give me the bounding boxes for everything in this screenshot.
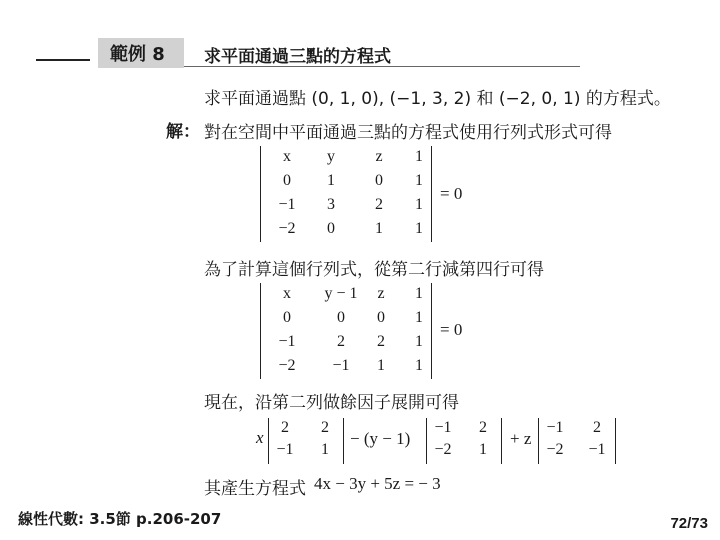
step3-text: 現在，沿第二列做餘因子展開可得 (204, 393, 459, 413)
det1-cell: 2 (375, 196, 383, 213)
det2-cell: 1 (415, 333, 423, 350)
det2-cell: 0 (283, 309, 291, 326)
example-label: 範例 8 (110, 44, 165, 65)
det1-cell: −2 (278, 220, 296, 237)
det2-cell: z (377, 285, 385, 302)
page-number: 72/73 (670, 515, 708, 532)
det1-cell: 1 (415, 196, 423, 213)
minor3-cell: −1 (546, 419, 564, 436)
determinant-2 (260, 283, 432, 379)
solution-label: 解： (166, 122, 200, 142)
minor3-cell: −2 (546, 441, 564, 458)
det2-cell: 1 (415, 285, 423, 302)
expansion-coef-x: x (256, 428, 264, 447)
det1-cell: 0 (375, 172, 383, 189)
minor1-cell: 2 (281, 419, 289, 436)
det1-cell: x (283, 148, 291, 165)
minor2-cell: 1 (479, 441, 487, 458)
expansion-coef-y: − (y − 1) (350, 429, 411, 448)
result-text: 其產生方程式 (204, 479, 306, 499)
det2-cell: 0 (337, 309, 345, 326)
det1-cell: 1 (415, 220, 423, 237)
minor-2 (426, 418, 502, 464)
det2-cell: x (283, 285, 291, 302)
det2-cell: −1 (278, 333, 296, 350)
det2-cell: 0 (377, 309, 385, 326)
minor3-cell: −1 (588, 441, 606, 458)
det1-cell: −1 (278, 196, 296, 213)
minor2-cell: −2 (434, 441, 452, 458)
minor2-cell: −1 (434, 419, 452, 436)
minor1-cell: −1 (276, 441, 294, 458)
det1-cell: 0 (327, 220, 335, 237)
det2-cell: −2 (278, 357, 296, 374)
det1-cell: 3 (327, 196, 335, 213)
det1-equals: = 0 (440, 184, 463, 203)
solution-intro: 對在空間中平面通過三點的方程式使用行列式形式可得 (204, 123, 612, 143)
title-rule (184, 66, 580, 67)
det1-cell: z (375, 148, 383, 165)
minor-3 (538, 418, 616, 464)
minor1-cell: 1 (321, 441, 329, 458)
det2-cell: −1 (332, 357, 350, 374)
minor-1 (268, 418, 344, 464)
minor3-cell: 2 (593, 419, 601, 436)
det1-cell: 0 (283, 172, 291, 189)
det2-cell: 1 (377, 357, 385, 374)
det2-cell: 2 (377, 333, 385, 350)
det1-cell: 1 (327, 172, 335, 189)
det1-cell: 1 (415, 172, 423, 189)
det1-cell: 1 (415, 148, 423, 165)
det2-cell: y − 1 (324, 285, 358, 302)
det2-equals: = 0 (440, 320, 463, 339)
determinant-1 (260, 146, 432, 242)
step2-text: 為了計算這個行列式，從第二行減第四行可得 (204, 260, 544, 280)
problem-statement: 求平面通過點 (0, 1, 0), (−1, 3, 2) 和 (−2, 0, 1) 的方程式。 (204, 89, 671, 109)
expansion-coef-z: + z (510, 429, 532, 448)
minor2-cell: 2 (479, 419, 487, 436)
det2-cell: 2 (337, 333, 345, 350)
example-title: 求平面通過三點的方程式 (204, 47, 391, 67)
minor1-cell: 2 (321, 419, 329, 436)
left-rule (36, 59, 90, 61)
det2-cell: 1 (415, 357, 423, 374)
result-equation: 4x − 3y + 5z = − 3 (314, 474, 441, 493)
det1-cell: y (327, 148, 335, 165)
det1-cell: 1 (375, 220, 383, 237)
det2-cell: 1 (415, 309, 423, 326)
footer-source: 線性代數: 3.5節 p.206-207 (18, 510, 222, 528)
